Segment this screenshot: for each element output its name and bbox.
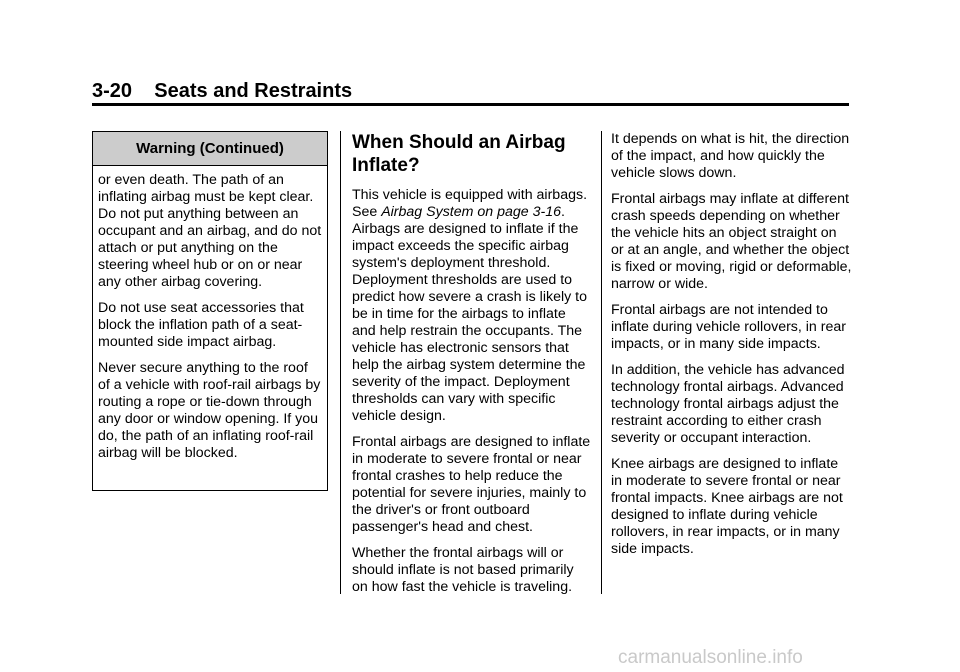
section-heading: When Should an Airbag Inflate?: [352, 132, 566, 176]
cross-reference-link[interactable]: Airbag System on page 3-16: [381, 204, 562, 220]
warning-paragraph: or even death. The path of an inflating airbag must be kept clear. Do not put anything between an occupant and an airbag, and do not attach or put anything on the steering wheel hub or on or near any other airbag covering.: [98, 172, 322, 290]
paragraph: Frontal airbags are designed to inflate in moderate to severe frontal or near frontal crashes to help reduce the potential for severe injuries, mainly to the driver's or front outboard passenger's head and chest.: [352, 434, 591, 535]
paragraph: In addition, the vehicle has advanced technology frontal airbags. Advanced technology frontal airbags adjust the restraint according to either crash severity or occupant interaction.: [611, 362, 845, 446]
header-rule: [92, 103, 849, 106]
column-divider-2: [601, 131, 602, 594]
warning-paragraph: Do not use seat accessories that block the inflation path of a seat-mounted side impact airbag.: [98, 300, 304, 350]
intro-text: This vehicle is equipped with airbags. See: [352, 187, 588, 220]
warning-paragraph: Never secure anything to the roof of a vehicle with roof-rail airbags by routing a rope or tie-down through any door or window opening. If you do, the path of an inflating roof-rail airbag will be blocked.: [98, 360, 321, 461]
paragraph: Knee airbags are designed to inflate in moderate to severe frontal or near frontal impacts. Knee airbags are not designed to inflate during vehicle rollovers, in rear impacts, or in many side impacts.: [611, 456, 843, 557]
paragraph-intro: [352, 187, 592, 425]
page-number: 3-20: [92, 80, 133, 102]
warning-box: [92, 131, 328, 491]
section-title: Seats and Restraints: [154, 80, 353, 102]
paragraph: Frontal airbags may inflate at different crash speeds depending on whether the vehicle hits an object straight on or at an angle, and whether the object is fixed or moving, rigid or deformable, narrow or wide.: [611, 191, 852, 292]
paragraph: It depends on what is hit, the direction of the impact, and how quickly the vehicle slows down.: [611, 131, 850, 181]
warning-body: [93, 166, 327, 462]
page-header: [92, 80, 352, 103]
column-2: [352, 131, 592, 605]
column-3: [611, 131, 853, 567]
paragraph: Whether the frontal airbags will or should inflate is not based primarily on how fast the vehicle is traveling.: [352, 545, 574, 595]
paragraph: Frontal airbags are not intended to inflate during vehicle rollovers, in rear impacts, or in many side impacts.: [611, 302, 846, 352]
intro-text-rest: . Airbags are designed to inflate if the impact exceeds the specific airbag system's deployment threshold. Deployment thresholds are used to predict how severe a crash is likely to be in time for the airbags to inflate and help restrain the occupants. The vehicle has electronic sensors that help the airbag system determine the severity of the impact. Deployment thresholds can vary with specific vehicle design.: [352, 204, 587, 424]
warning-title: Warning (Continued): [93, 132, 327, 166]
column-divider-1: [340, 131, 341, 594]
watermark: carmanualsonline.info: [618, 647, 803, 668]
